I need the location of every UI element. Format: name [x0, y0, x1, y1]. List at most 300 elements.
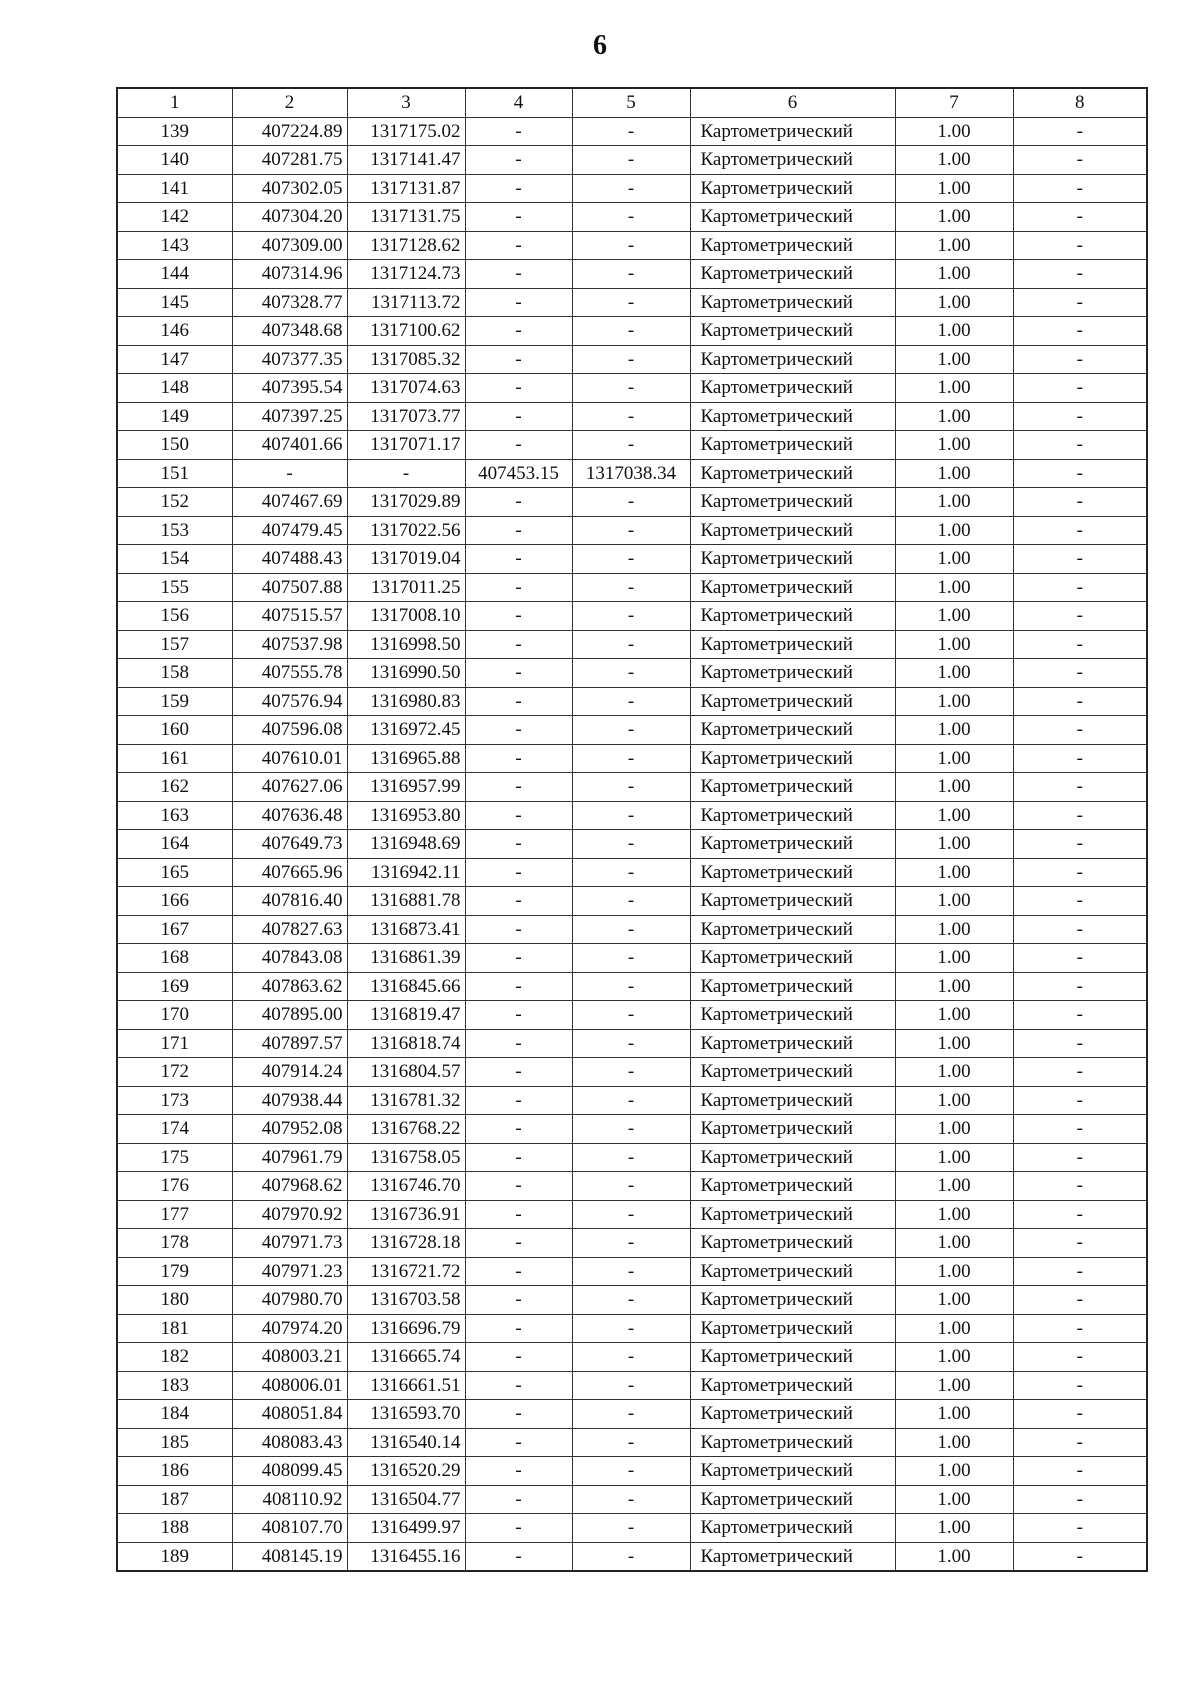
table-cell: 1316990.50: [347, 659, 465, 688]
table-cell: 182: [117, 1343, 232, 1372]
table-cell: 151: [117, 459, 232, 488]
table-cell: -: [465, 944, 572, 973]
table-cell: -: [572, 1058, 690, 1087]
table-cell: 407938.44: [232, 1086, 347, 1115]
table-cell: 1317124.73: [347, 260, 465, 289]
table-cell: -: [572, 716, 690, 745]
table-cell: -: [572, 1542, 690, 1571]
table-cell: 147: [117, 345, 232, 374]
table-cell: Картометрический: [690, 1485, 895, 1514]
header-cell: 4: [465, 88, 572, 117]
table-cell: 408006.01: [232, 1371, 347, 1400]
table-cell: -: [465, 146, 572, 175]
table-cell: 1317011.25: [347, 573, 465, 602]
header-cell: 5: [572, 88, 690, 117]
table-row: [117, 1542, 1147, 1571]
table-cell: -: [1013, 231, 1147, 260]
table-cell: 140: [117, 146, 232, 175]
table-cell: 155: [117, 573, 232, 602]
table-cell: 1317141.47: [347, 146, 465, 175]
table-cell: 407467.69: [232, 488, 347, 517]
table-cell: 1316665.74: [347, 1343, 465, 1372]
table-row: [117, 801, 1147, 830]
table-cell: -: [1013, 1229, 1147, 1258]
table-cell: -: [1013, 545, 1147, 574]
table-cell: 178: [117, 1229, 232, 1258]
table-row: [117, 1200, 1147, 1229]
table-cell: Картометрический: [690, 573, 895, 602]
table-cell: 1317029.89: [347, 488, 465, 517]
table-cell: 186: [117, 1457, 232, 1486]
table-row: [117, 374, 1147, 403]
table-cell: Картометрический: [690, 1172, 895, 1201]
table-cell: 1.00: [895, 431, 1013, 460]
table-cell: 1.00: [895, 1086, 1013, 1115]
table-row: [117, 972, 1147, 1001]
table-cell: Картометрический: [690, 944, 895, 973]
table-cell: Картометрический: [690, 744, 895, 773]
table-cell: 170: [117, 1001, 232, 1030]
table-cell: 407302.05: [232, 174, 347, 203]
table-cell: 407304.20: [232, 203, 347, 232]
table-cell: 1.00: [895, 288, 1013, 317]
table-cell: 1.00: [895, 573, 1013, 602]
table-cell: 1.00: [895, 488, 1013, 517]
table-cell: 1316942.11: [347, 858, 465, 887]
table-cell: -: [1013, 1257, 1147, 1286]
table-row: [117, 602, 1147, 631]
table-cell: -: [465, 858, 572, 887]
table-cell: Картометрический: [690, 716, 895, 745]
table-cell: 407914.24: [232, 1058, 347, 1087]
table-cell: 407895.00: [232, 1001, 347, 1030]
table-row: [117, 431, 1147, 460]
table-cell: -: [1013, 1172, 1147, 1201]
table-cell: 177: [117, 1200, 232, 1229]
table-cell: 407971.73: [232, 1229, 347, 1258]
table-cell: -: [465, 1058, 572, 1087]
table-row: [117, 402, 1147, 431]
table-cell: 408083.43: [232, 1428, 347, 1457]
table-cell: 1316804.57: [347, 1058, 465, 1087]
table-cell: 1.00: [895, 1542, 1013, 1571]
table-cell: 407507.88: [232, 573, 347, 602]
table-cell: -: [572, 545, 690, 574]
table-row: [117, 1457, 1147, 1486]
table-cell: -: [465, 117, 572, 146]
table-cell: -: [1013, 317, 1147, 346]
table-cell: 1317038.34: [572, 459, 690, 488]
table-cell: Картометрический: [690, 1086, 895, 1115]
table-cell: 1316721.72: [347, 1257, 465, 1286]
table-cell: -: [572, 1457, 690, 1486]
table-cell: 1.00: [895, 1229, 1013, 1258]
table-cell: 1.00: [895, 1200, 1013, 1229]
table-cell: -: [1013, 887, 1147, 916]
table-cell: 144: [117, 260, 232, 289]
table-cell: -: [572, 1343, 690, 1372]
table-cell: -: [1013, 1485, 1147, 1514]
table-cell: 407971.23: [232, 1257, 347, 1286]
table-cell: Картометрический: [690, 203, 895, 232]
table-cell: -: [572, 573, 690, 602]
table-cell: -: [465, 1229, 572, 1258]
table-cell: -: [1013, 288, 1147, 317]
table-cell: -: [1013, 1286, 1147, 1315]
table-cell: Картометрический: [690, 288, 895, 317]
table-cell: 407395.54: [232, 374, 347, 403]
table-cell: 1316746.70: [347, 1172, 465, 1201]
table-cell: 407401.66: [232, 431, 347, 460]
table-cell: -: [1013, 659, 1147, 688]
table-cell: -: [1013, 146, 1147, 175]
table-cell: -: [572, 1229, 690, 1258]
table-cell: 1.00: [895, 687, 1013, 716]
table-cell: -: [465, 915, 572, 944]
table-cell: -: [1013, 602, 1147, 631]
table-cell: 164: [117, 830, 232, 859]
table-cell: -: [465, 1200, 572, 1229]
table-cell: Картометрический: [690, 174, 895, 203]
table-cell: -: [1013, 374, 1147, 403]
table-row: [117, 944, 1147, 973]
table-cell: -: [465, 431, 572, 460]
table-cell: 407281.75: [232, 146, 347, 175]
table-cell: 1317022.56: [347, 516, 465, 545]
table-cell: 1316661.51: [347, 1371, 465, 1400]
table-cell: 183: [117, 1371, 232, 1400]
table-cell: -: [1013, 345, 1147, 374]
table-row: [117, 1514, 1147, 1543]
table-row: [117, 1286, 1147, 1315]
table-cell: Картометрический: [690, 317, 895, 346]
table-cell: 179: [117, 1257, 232, 1286]
table-cell: -: [1013, 1428, 1147, 1457]
table-cell: -: [572, 744, 690, 773]
table-cell: 1316980.83: [347, 687, 465, 716]
table-cell: 407974.20: [232, 1314, 347, 1343]
table-cell: 1317008.10: [347, 602, 465, 631]
table-cell: 407314.96: [232, 260, 347, 289]
table-cell: -: [1013, 773, 1147, 802]
table-cell: -: [1013, 516, 1147, 545]
table-cell: Картометрический: [690, 1229, 895, 1258]
table-row: [117, 744, 1147, 773]
table-cell: 407665.96: [232, 858, 347, 887]
table-cell: 171: [117, 1029, 232, 1058]
table-cell: -: [465, 1286, 572, 1315]
table-cell: 1.00: [895, 345, 1013, 374]
table-cell: 1.00: [895, 203, 1013, 232]
table-cell: 1316965.88: [347, 744, 465, 773]
table-cell: -: [465, 1485, 572, 1514]
table-cell: 153: [117, 516, 232, 545]
table-cell: 1316845.66: [347, 972, 465, 1001]
table-row: [117, 1400, 1147, 1429]
table-cell: -: [465, 1343, 572, 1372]
table-cell: Картометрический: [690, 659, 895, 688]
page-number: 6: [593, 30, 607, 61]
table-cell: 1316540.14: [347, 1428, 465, 1457]
table-cell: -: [572, 1485, 690, 1514]
table-cell: 169: [117, 972, 232, 1001]
table-cell: 189: [117, 1542, 232, 1571]
table-cell: 168: [117, 944, 232, 973]
table-cell: -: [465, 887, 572, 916]
table-cell: 160: [117, 716, 232, 745]
table-cell: 176: [117, 1172, 232, 1201]
table-cell: Картометрический: [690, 801, 895, 830]
table-row: [117, 1029, 1147, 1058]
table-cell: 1.00: [895, 317, 1013, 346]
table-cell: 142: [117, 203, 232, 232]
table-cell: 187: [117, 1485, 232, 1514]
table-cell: -: [1013, 1029, 1147, 1058]
table-cell: -: [465, 659, 572, 688]
table-cell: -: [572, 516, 690, 545]
table-cell: Картометрический: [690, 972, 895, 1001]
table-cell: 1316703.58: [347, 1286, 465, 1315]
table-cell: -: [1013, 744, 1147, 773]
table-cell: 1316504.77: [347, 1485, 465, 1514]
table-cell: Картометрический: [690, 1457, 895, 1486]
table-cell: 1.00: [895, 1371, 1013, 1400]
table-cell: -: [465, 1428, 572, 1457]
table-cell: 1316818.74: [347, 1029, 465, 1058]
table-cell: -: [465, 1086, 572, 1115]
table-cell: -: [1013, 459, 1147, 488]
table-cell: 408099.45: [232, 1457, 347, 1486]
table-cell: -: [465, 374, 572, 403]
table-cell: 173: [117, 1086, 232, 1115]
table-row: [117, 146, 1147, 175]
table-cell: 1316520.29: [347, 1457, 465, 1486]
table-cell: 407863.62: [232, 972, 347, 1001]
table-cell: -: [465, 260, 572, 289]
table-cell: Картометрический: [690, 431, 895, 460]
table-cell: Картометрический: [690, 117, 895, 146]
table-cell: -: [1013, 830, 1147, 859]
header-cell: 8: [1013, 88, 1147, 117]
table-cell: -: [572, 944, 690, 973]
table-cell: 148: [117, 374, 232, 403]
table-cell: 1.00: [895, 830, 1013, 859]
table-cell: -: [572, 830, 690, 859]
table-cell: Картометрический: [690, 1314, 895, 1343]
table-cell: -: [465, 288, 572, 317]
table-cell: 1.00: [895, 630, 1013, 659]
table-cell: 1317113.72: [347, 288, 465, 317]
table-cell: -: [1013, 1514, 1147, 1543]
table-cell: Картометрический: [690, 1542, 895, 1571]
table-cell: 1.00: [895, 174, 1013, 203]
table-cell: -: [1013, 1200, 1147, 1229]
table-cell: Картометрический: [690, 830, 895, 859]
table-cell: 1316819.47: [347, 1001, 465, 1030]
table-cell: 1316861.39: [347, 944, 465, 973]
table-cell: 1.00: [895, 516, 1013, 545]
table-cell: 408110.92: [232, 1485, 347, 1514]
table-cell: Картометрический: [690, 260, 895, 289]
coordinates-table: [116, 87, 1148, 1572]
table-cell: 1316455.16: [347, 1542, 465, 1571]
table-cell: -: [1013, 1400, 1147, 1429]
table-row: [117, 1143, 1147, 1172]
table-row: [117, 1001, 1147, 1030]
table-cell: 408051.84: [232, 1400, 347, 1429]
table-cell: 1.00: [895, 1343, 1013, 1372]
table-cell: Картометрический: [690, 1143, 895, 1172]
table-cell: 162: [117, 773, 232, 802]
table-row: [117, 630, 1147, 659]
table-cell: -: [572, 1143, 690, 1172]
table-cell: -: [1013, 1143, 1147, 1172]
table-cell: Картометрический: [690, 1001, 895, 1030]
table-cell: -: [465, 1457, 572, 1486]
table-cell: 1.00: [895, 545, 1013, 574]
table-cell: 407328.77: [232, 288, 347, 317]
table-row: [117, 1086, 1147, 1115]
table-cell: -: [572, 801, 690, 830]
table-cell: -: [572, 231, 690, 260]
table-cell: 407309.00: [232, 231, 347, 260]
table-cell: Картометрический: [690, 345, 895, 374]
table-cell: -: [465, 317, 572, 346]
table-cell: 158: [117, 659, 232, 688]
table-row: [117, 459, 1147, 488]
table-cell: -: [465, 1029, 572, 1058]
table-cell: 407377.35: [232, 345, 347, 374]
table-cell: 1.00: [895, 773, 1013, 802]
table-cell: 152: [117, 488, 232, 517]
table-cell: -: [465, 488, 572, 517]
table-cell: 407636.48: [232, 801, 347, 830]
table-cell: 143: [117, 231, 232, 260]
table-cell: -: [465, 744, 572, 773]
table-cell: 407576.94: [232, 687, 347, 716]
table-cell: 1.00: [895, 117, 1013, 146]
table-cell: 408145.19: [232, 1542, 347, 1571]
table-cell: Картометрический: [690, 887, 895, 916]
table-cell: 407897.57: [232, 1029, 347, 1058]
table-row: [117, 345, 1147, 374]
table-cell: Картометрический: [690, 1428, 895, 1457]
table-cell: 172: [117, 1058, 232, 1087]
table-row: [117, 1371, 1147, 1400]
table-cell: -: [572, 345, 690, 374]
table-cell: -: [465, 801, 572, 830]
table-cell: 1.00: [895, 1115, 1013, 1144]
table-cell: 150: [117, 431, 232, 460]
table-cell: 1317131.75: [347, 203, 465, 232]
table-cell: 163: [117, 801, 232, 830]
table-cell: 1317019.04: [347, 545, 465, 574]
table-cell: 407827.63: [232, 915, 347, 944]
table-cell: -: [1013, 203, 1147, 232]
table-cell: Картометрический: [690, 1286, 895, 1315]
table-cell: -: [572, 1086, 690, 1115]
table-cell: 1.00: [895, 915, 1013, 944]
table-cell: Картометрический: [690, 773, 895, 802]
table-cell: 1.00: [895, 1257, 1013, 1286]
table-cell: 1316948.69: [347, 830, 465, 859]
table-cell: Картометрический: [690, 1514, 895, 1543]
table-cell: 1.00: [895, 602, 1013, 631]
table-cell: -: [1013, 1086, 1147, 1115]
table-cell: 159: [117, 687, 232, 716]
table-cell: 165: [117, 858, 232, 887]
table-cell: -: [1013, 630, 1147, 659]
table-cell: -: [572, 1428, 690, 1457]
table-cell: Картометрический: [690, 516, 895, 545]
table-cell: 407980.70: [232, 1286, 347, 1315]
table-cell: -: [572, 260, 690, 289]
table-cell: 1316696.79: [347, 1314, 465, 1343]
table-cell: -: [572, 288, 690, 317]
table-cell: -: [1013, 431, 1147, 460]
table-row: [117, 260, 1147, 289]
table-cell: -: [572, 1514, 690, 1543]
table-cell: 161: [117, 744, 232, 773]
table-cell: 407224.89: [232, 117, 347, 146]
table-cell: Картометрический: [690, 402, 895, 431]
table-cell: 1.00: [895, 260, 1013, 289]
table-cell: -: [572, 1001, 690, 1030]
table-cell: -: [465, 1400, 572, 1429]
table-cell: 1316499.97: [347, 1514, 465, 1543]
table-cell: -: [1013, 1343, 1147, 1372]
table-cell: -: [1013, 1314, 1147, 1343]
table-cell: 1.00: [895, 1428, 1013, 1457]
table-cell: -: [1013, 1457, 1147, 1486]
table-cell: 407537.98: [232, 630, 347, 659]
table-cell: -: [572, 1115, 690, 1144]
table-cell: -: [572, 659, 690, 688]
table-cell: -: [465, 687, 572, 716]
table-cell: -: [1013, 687, 1147, 716]
table-cell: -: [465, 573, 572, 602]
table-cell: -: [465, 1172, 572, 1201]
table-cell: 407453.15: [465, 459, 572, 488]
table-cell: 166: [117, 887, 232, 916]
table-cell: -: [465, 972, 572, 1001]
table-cell: -: [465, 345, 572, 374]
table-row: [117, 887, 1147, 916]
table-cell: 1316736.91: [347, 1200, 465, 1229]
table-cell: -: [1013, 1001, 1147, 1030]
table-cell: Картометрический: [690, 858, 895, 887]
table-cell: -: [572, 1200, 690, 1229]
table-cell: -: [1013, 915, 1147, 944]
table-cell: Картометрический: [690, 1115, 895, 1144]
table-cell: -: [465, 630, 572, 659]
table-cell: -: [572, 972, 690, 1001]
table-cell: 407348.68: [232, 317, 347, 346]
table-cell: 1317074.63: [347, 374, 465, 403]
table-cell: -: [572, 915, 690, 944]
header-cell: 2: [232, 88, 347, 117]
table-cell: Картометрический: [690, 374, 895, 403]
table-row: [117, 716, 1147, 745]
table-cell: 1317073.77: [347, 402, 465, 431]
table-cell: -: [572, 1286, 690, 1315]
table-cell: Картометрический: [690, 1058, 895, 1087]
table-row: [117, 773, 1147, 802]
table-cell: 1.00: [895, 659, 1013, 688]
table-row: [117, 1115, 1147, 1144]
table-cell: 1.00: [895, 1172, 1013, 1201]
table-row: [117, 1058, 1147, 1087]
